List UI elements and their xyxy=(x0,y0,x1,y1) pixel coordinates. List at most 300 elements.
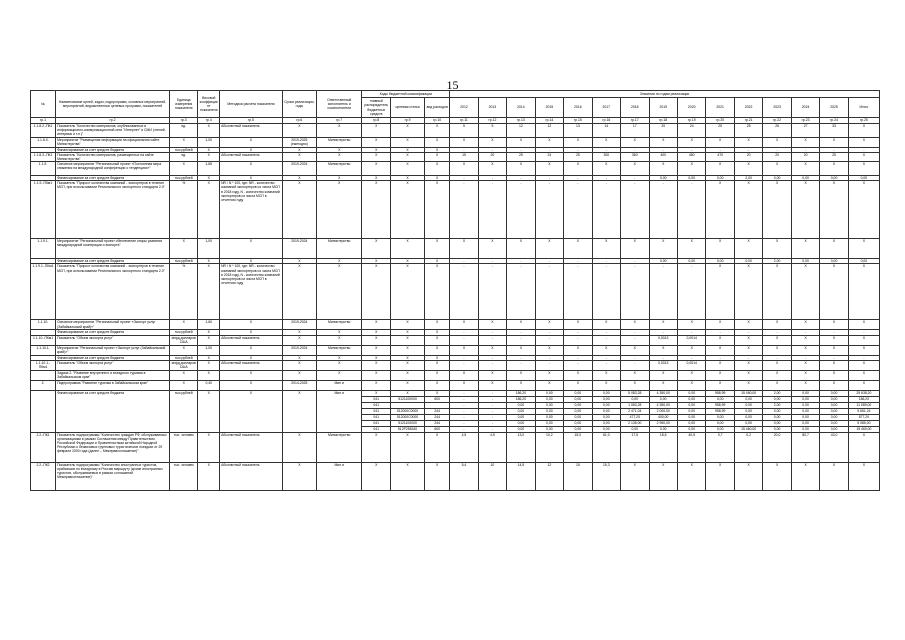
row-cell: Х xyxy=(282,124,316,138)
row-cell: 14,5 xyxy=(507,462,535,490)
finance-cell: Х xyxy=(362,390,390,396)
finance-cell: 0,00 xyxy=(564,426,592,432)
row-cell: - xyxy=(478,181,506,239)
row-cell: Х xyxy=(390,138,424,148)
row-cell: Х xyxy=(592,370,620,380)
finance-cell: 186,20 xyxy=(507,396,535,402)
row-cell: 12 xyxy=(535,462,563,490)
row-cell: Х xyxy=(649,162,677,176)
row-cell: Х xyxy=(734,360,762,370)
row-cell: Х xyxy=(282,153,316,162)
row-cell: 17,5 xyxy=(621,432,649,462)
row-cell: Х xyxy=(450,345,478,355)
column-number: гр.23 xyxy=(791,118,819,124)
row-cell: - xyxy=(677,355,705,360)
row-cell: Х xyxy=(649,462,677,490)
finance-cell: 0,00 xyxy=(621,396,649,402)
table-row xyxy=(31,162,880,176)
finance-cell: 0,00 xyxy=(763,408,791,414)
row-cell: Х xyxy=(848,370,879,380)
row-cell: Х xyxy=(198,264,220,320)
row-cell: - xyxy=(621,148,649,153)
row-cell: Министерство xyxy=(316,138,362,148)
row-cell: Х xyxy=(362,181,390,239)
row-cell: Х xyxy=(592,239,620,259)
table-row xyxy=(31,124,880,138)
row-cell: Х xyxy=(763,264,791,320)
row-cell: Х xyxy=(507,239,535,259)
row-cell: Х xyxy=(677,138,705,148)
row-number: 1.1.8.Х. xyxy=(31,138,56,148)
row-cell: Х xyxy=(362,370,390,380)
row-cell: Х xyxy=(390,124,424,138)
finance-cell: 958,99 xyxy=(706,390,734,396)
row-cell: Х xyxy=(425,330,450,335)
column-number: гр.18 xyxy=(649,118,677,124)
row-title: Показатель подпрограммы "Количество иностранных туристов, прибывших по въездному в Россию маршруту (кроме иностранных туристов, обслуживаемых в рамках соглашений Межправсоглашение)" xyxy=(56,462,170,490)
row-cell: Х xyxy=(316,264,362,320)
row-cell: - xyxy=(677,148,705,153)
row-cell: Министерство xyxy=(316,345,362,355)
row-cell: Х xyxy=(390,153,424,162)
row-cell: - xyxy=(564,355,592,360)
finance-cell: 2 950,00 xyxy=(649,420,677,426)
finance-cell: Х xyxy=(390,390,424,396)
row-cell: Х xyxy=(425,176,450,181)
row-number: 2. xyxy=(31,380,56,390)
row-cell: Х xyxy=(763,320,791,330)
row-cell: 0,00 xyxy=(677,176,705,181)
column-number: гр.6 xyxy=(282,118,316,124)
column-number: гр.21 xyxy=(734,118,762,124)
finance-cell: 5 651,24 xyxy=(848,408,879,414)
finance-cell: 0,00 xyxy=(649,426,677,432)
row-cell: Х xyxy=(734,462,762,490)
row-cell: млрд.долларов США xyxy=(169,360,197,370)
table-row xyxy=(31,380,880,390)
column-number: гр.1 xyxy=(31,118,56,124)
row-cell: Х xyxy=(169,138,197,148)
row-cell: 5 xyxy=(450,124,478,138)
finance-cell: 244 xyxy=(425,414,450,420)
finance-cell: 0,00 xyxy=(621,426,649,432)
finance-cell: 1 083,28 xyxy=(621,402,649,408)
header-year: 2013 xyxy=(478,98,506,118)
row-cell: - xyxy=(706,355,734,360)
row-cell: Х xyxy=(169,345,197,355)
row-number: 1.1.10.1. xyxy=(31,345,56,355)
row-cell: Х xyxy=(220,176,283,181)
row-cell: Х xyxy=(763,380,791,390)
program-indicators-table xyxy=(30,90,880,491)
row-cell: 25 xyxy=(564,153,592,162)
column-number: гр.2 xyxy=(56,118,170,124)
row-cell: Х xyxy=(390,264,424,320)
row-cell: Х xyxy=(564,138,592,148)
row-cell: Х xyxy=(362,380,390,390)
row-cell: Х xyxy=(734,264,762,320)
row-cell: 24 xyxy=(677,124,705,138)
row-cell: 0,00 xyxy=(734,259,762,264)
row-cell: Х xyxy=(220,370,283,380)
column-number: гр.8 xyxy=(362,118,390,124)
row-cell: Х xyxy=(564,320,592,330)
finance-cell: 512P255340 xyxy=(390,426,424,432)
finance-cell: 0,00 xyxy=(507,402,535,408)
row-cell: Х xyxy=(535,370,563,380)
finance-cell: 5121100000 xyxy=(390,420,424,426)
row-cell: Министерство xyxy=(316,320,362,330)
row-cell: - xyxy=(478,176,506,181)
row-title: Показатель "Количество материалов, опубликованных в информационно-коммуникационной сети "Интернет" и СМИ (чтений, интервью и т.п.)" xyxy=(56,124,170,138)
row-cell: Х xyxy=(198,181,220,239)
row-cell: Х xyxy=(649,345,677,355)
row-cell: 2019-2024 xyxy=(282,162,316,176)
row-cell: - xyxy=(621,176,649,181)
row-cell: Х xyxy=(791,380,819,390)
row-cell: Х xyxy=(425,432,450,462)
row-cell: 80,7 xyxy=(791,432,819,462)
row-number: 1.1.9.-ПКм1 xyxy=(31,181,56,239)
row-cell: Х xyxy=(282,181,316,239)
header-year: 2017 xyxy=(592,98,620,118)
row-cell: - xyxy=(592,335,620,345)
row-cell: - xyxy=(763,148,791,153)
row-title: Мероприятие "Региональный проект «Экспорт услуг (Забайкальский край)»" xyxy=(56,345,170,355)
row-cell: 2019-2024 xyxy=(282,320,316,330)
row-cell: 20,0 xyxy=(763,432,791,462)
row-cell: Министерство xyxy=(316,239,362,259)
row-cell: Х xyxy=(362,124,390,138)
header-budget-codes: Коды бюджетной классификации xyxy=(362,91,450,98)
finance-cell: 0,00 xyxy=(535,420,563,426)
finance-cell: 0,00 xyxy=(763,396,791,402)
row-cell: Х xyxy=(734,181,762,239)
row-title: Финансирование за счет средств бюджета xyxy=(56,259,170,264)
finance-cell: - xyxy=(450,396,478,402)
row-cell: Х xyxy=(198,370,220,380)
row-cell: 27 xyxy=(791,124,819,138)
row-cell: Х xyxy=(621,162,649,176)
finance-cell: 512000С0000 xyxy=(390,414,424,420)
row-title: Финансирование за счет средств бюджета xyxy=(56,390,170,432)
row-cell: Х xyxy=(621,370,649,380)
row-cell: Х xyxy=(362,239,390,259)
row-cell: - xyxy=(706,148,734,153)
row-cell: Х xyxy=(282,462,316,490)
row-cell: Х xyxy=(362,138,390,148)
row-cell: - xyxy=(621,181,649,239)
row-cell: тыс. человек xyxy=(169,462,197,490)
row-cell: - xyxy=(564,259,592,264)
row-cell: 24 xyxy=(535,153,563,162)
row-cell: Х xyxy=(316,370,362,380)
row-cell: - xyxy=(450,335,478,345)
row-cell: Х xyxy=(677,320,705,330)
row-cell: 5,4 xyxy=(450,462,478,490)
row-cell: Х xyxy=(316,124,362,138)
finance-cell: 15 460,00 xyxy=(734,390,762,396)
row-cell: 0,00 xyxy=(791,259,819,264)
row-cell: - xyxy=(507,176,535,181)
row-cell: 18,5 xyxy=(649,432,677,462)
header-year: 2014 xyxy=(507,98,535,118)
column-number: гр.10 xyxy=(425,118,450,124)
row-cell: 40,5 xyxy=(677,432,705,462)
row-cell: Х xyxy=(734,138,762,148)
header-year: 2025 xyxy=(820,98,848,118)
row-cell: Х xyxy=(220,259,283,264)
finance-cell: - xyxy=(478,396,506,402)
finance-cell: 958,99 xyxy=(706,408,734,414)
row-cell: Х xyxy=(316,176,362,181)
row-cell: Х xyxy=(621,462,649,490)
row-cell: Мин и xyxy=(316,390,362,432)
row-cell: Х xyxy=(198,153,220,162)
row-cell: Х xyxy=(362,148,390,153)
row-cell: Х xyxy=(478,370,506,380)
row-cell: 2019-2024 xyxy=(282,345,316,355)
header-method: Методика расчета показателя xyxy=(220,91,283,118)
row-cell: Х xyxy=(621,320,649,330)
row-cell: - xyxy=(649,148,677,153)
row-cell: - xyxy=(677,330,705,335)
finance-cell: 0,00 xyxy=(677,408,705,414)
row-cell: 0,00 xyxy=(820,259,848,264)
header-name: Наименование целей, задач, подпрограмм, основных мероприятий, мероприятий, ведомственных целевых программ, показателей xyxy=(56,91,170,118)
finance-cell: 0,00 xyxy=(592,408,620,414)
row-cell: Х xyxy=(390,335,424,345)
row-cell: 450 xyxy=(677,153,705,162)
row-cell: 13,0 xyxy=(507,432,535,462)
row-cell: - xyxy=(507,259,535,264)
row-cell: - xyxy=(564,181,592,239)
row-cell: - xyxy=(450,355,478,360)
row-cell: Х xyxy=(425,264,450,320)
finance-cell: 0,00 xyxy=(791,420,819,426)
row-cell: Абсолютный показатель xyxy=(220,432,283,462)
row-cell: Х xyxy=(848,320,879,330)
row-cell: Х xyxy=(425,124,450,138)
row-cell: Х xyxy=(450,138,478,148)
row-cell: 25 xyxy=(706,124,734,138)
row-cell: Х xyxy=(390,320,424,330)
row-cell: Х xyxy=(198,335,220,345)
row-cell: ед. xyxy=(169,153,197,162)
finance-cell: 0,00 xyxy=(592,414,620,420)
row-cell: - xyxy=(564,148,592,153)
row-title: Финансирование за счет средств бюджета xyxy=(56,148,170,153)
row-cell: - xyxy=(621,330,649,335)
finance-cell: 877,20 xyxy=(848,414,879,420)
row-cell: 0,00 xyxy=(820,176,848,181)
finance-cell: 0,00 xyxy=(507,414,535,420)
row-cell: 12 xyxy=(535,124,563,138)
row-cell: Х xyxy=(820,264,848,320)
row-cell: 0,00 xyxy=(848,176,879,181)
row-cell: Х xyxy=(734,370,762,380)
row-cell: Х xyxy=(706,239,734,259)
row-title: Показатель "Объем экспорта услуг" xyxy=(56,335,170,345)
row-cell: Х xyxy=(734,320,762,330)
row-number: 2.2.-ПК2 xyxy=(31,462,56,490)
row-cell: 20 xyxy=(763,153,791,162)
row-cell: Х xyxy=(282,355,316,360)
row-cell: Х xyxy=(791,335,819,345)
row-cell: Х xyxy=(425,162,450,176)
finance-cell: 0,00 xyxy=(734,408,762,414)
finance-cell: - xyxy=(450,420,478,426)
row-cell: Х xyxy=(848,360,879,370)
column-number: гр.5 xyxy=(220,118,283,124)
row-cell: тыс.рублей xyxy=(169,390,197,432)
row-cell: - xyxy=(478,330,506,335)
row-cell: 0,00 xyxy=(791,176,819,181)
row-cell: 0,00 xyxy=(848,259,879,264)
row-cell: Х xyxy=(390,462,424,490)
row-cell: - xyxy=(507,335,535,345)
row-cell: Х xyxy=(220,138,283,148)
row-cell: Х xyxy=(282,390,316,432)
row-cell: Мин и xyxy=(316,462,362,490)
finance-cell: Х xyxy=(425,390,450,396)
row-cell: - xyxy=(734,330,762,335)
row-cell: 2019-2025 (ежегодно) xyxy=(282,138,316,148)
row-cell: Х xyxy=(677,162,705,176)
row-cell: Х xyxy=(706,345,734,355)
column-number: гр.7 xyxy=(316,118,362,124)
finance-cell: 0,00 xyxy=(791,390,819,396)
column-number: гр.11 xyxy=(450,118,478,124)
table-row xyxy=(31,345,880,355)
row-cell: Х xyxy=(592,345,620,355)
row-cell: Х xyxy=(316,153,362,162)
row-cell: - xyxy=(478,264,506,320)
row-cell: - xyxy=(649,355,677,360)
row-cell: Х xyxy=(390,355,424,360)
row-cell: Х xyxy=(478,320,506,330)
row-cell: Х xyxy=(535,380,563,390)
row-title: Финансирование за счет средств бюджета xyxy=(56,176,170,181)
row-cell: - xyxy=(592,264,620,320)
table-row xyxy=(31,360,880,370)
row-title: Мероприятие "Размещение информации на официальном сайте Министерства" xyxy=(56,138,170,148)
row-cell: Х xyxy=(282,264,316,320)
finance-cell: 0,00 xyxy=(564,408,592,414)
row-title: Основное мероприятие "Региональный проект «Экспорт услуг (Забайкальский край)»" xyxy=(56,320,170,330)
row-cell: Министерство xyxy=(316,162,362,176)
row-cell: Х xyxy=(592,138,620,148)
row-cell: Х xyxy=(507,370,535,380)
row-cell: Х xyxy=(425,380,450,390)
column-number: гр.14 xyxy=(535,118,563,124)
finance-cell: 2 471,04 xyxy=(621,408,649,414)
row-cell: 0,00 xyxy=(649,259,677,264)
row-number: 1.1.8.3.-ПК1 xyxy=(31,153,56,162)
finance-cell: 0,00 xyxy=(791,414,819,420)
table-row xyxy=(31,264,880,320)
row-cell: 20 xyxy=(734,153,762,162)
row-cell: - xyxy=(677,264,705,320)
row-cell: Х xyxy=(677,345,705,355)
row-cell: 2,00 xyxy=(763,259,791,264)
row-cell: Х xyxy=(763,370,791,380)
row-cell: Х xyxy=(649,380,677,390)
finance-cell: 0,00 xyxy=(820,396,848,402)
row-cell: Х xyxy=(198,259,220,264)
row-cell: Х xyxy=(592,320,620,330)
row-cell: - xyxy=(507,181,535,239)
row-cell: Х xyxy=(316,330,362,335)
row-cell: NR / N * 100, где: NR - количество компаний экспортеров из числа МСП в 2018 году, N - количество компаний экспортеров из числа МСП в отчетном году xyxy=(220,264,283,320)
row-cell: Х xyxy=(592,380,620,390)
row-cell: Х xyxy=(791,345,819,355)
row-cell: 0,00 xyxy=(763,176,791,181)
row-cell: Х xyxy=(734,335,762,345)
row-cell: - xyxy=(450,264,478,320)
row-cell: Х xyxy=(535,162,563,176)
row-cell: Х xyxy=(848,432,879,462)
row-cell: Х xyxy=(592,162,620,176)
row-cell: - xyxy=(592,148,620,153)
row-cell: Х xyxy=(763,138,791,148)
page-number: 15 xyxy=(446,78,459,92)
column-number: гр.20 xyxy=(706,118,734,124)
row-cell: - xyxy=(535,181,563,239)
row-cell: 1,00 xyxy=(198,345,220,355)
row-cell: - xyxy=(535,264,563,320)
row-title: Показатель подпрограммы "Количество граждан РФ, обслуживаемых организациями в рамках Соглашения между Правительством Российской Федерации и Правительством китайской Народной Республики о безвизовых групповых туристических поездках от 29 февраля 2000 года (далее – Межправсоглашение)" xyxy=(56,432,170,462)
row-cell: Х xyxy=(820,370,848,380)
header-year: 2022 xyxy=(734,98,762,118)
column-number: гр.9 xyxy=(390,118,424,124)
finance-cell: 0,00 xyxy=(535,426,563,432)
row-cell: Мин и xyxy=(316,380,362,390)
finance-cell: 2,00 xyxy=(763,390,791,396)
finance-cell: 0,00 xyxy=(592,426,620,432)
row-cell: Х xyxy=(390,176,424,181)
column-number: гр.3 xyxy=(169,118,197,124)
row-cell: - xyxy=(535,335,563,345)
row-cell: Х xyxy=(450,380,478,390)
row-cell: тыс.рублей xyxy=(169,148,197,153)
row-number: 1.1.9. xyxy=(31,162,56,176)
finance-cell: 0,00 xyxy=(677,414,705,420)
row-cell: 0,0013 xyxy=(649,360,677,370)
finance-cell: 0,00 xyxy=(677,390,705,396)
finance-cell: 0,00 xyxy=(820,408,848,414)
row-cell: Х xyxy=(362,176,390,181)
column-number: гр.13 xyxy=(507,118,535,124)
header-year: 2021 xyxy=(706,98,734,118)
row-cell: Абсолютный показатель xyxy=(220,153,283,162)
row-cell: Х xyxy=(390,345,424,355)
finance-cell: 0,00 xyxy=(734,420,762,426)
row-cell: ед. xyxy=(169,124,197,138)
row-title: Финансирование за счет средств бюджета xyxy=(56,330,170,335)
header-budget-target-article: целевая статья xyxy=(390,98,424,118)
row-cell: Х xyxy=(706,380,734,390)
finance-cell: 4 350,00 xyxy=(649,390,677,396)
row-cell: Х xyxy=(425,259,450,264)
row-cell: Х xyxy=(425,181,450,239)
row-cell: NR / N * 100, где: NR - количество компаний экспортеров из числа МСП в 2018 году, N - количество компаний экспортеров из числа МСП в отчетном году xyxy=(220,181,283,239)
row-cell: Х xyxy=(763,462,791,490)
finance-cell: 0,00 xyxy=(763,414,791,420)
row-cell: 15,0 xyxy=(564,432,592,462)
row-cell: Х xyxy=(791,370,819,380)
row-cell: Х xyxy=(362,360,390,370)
